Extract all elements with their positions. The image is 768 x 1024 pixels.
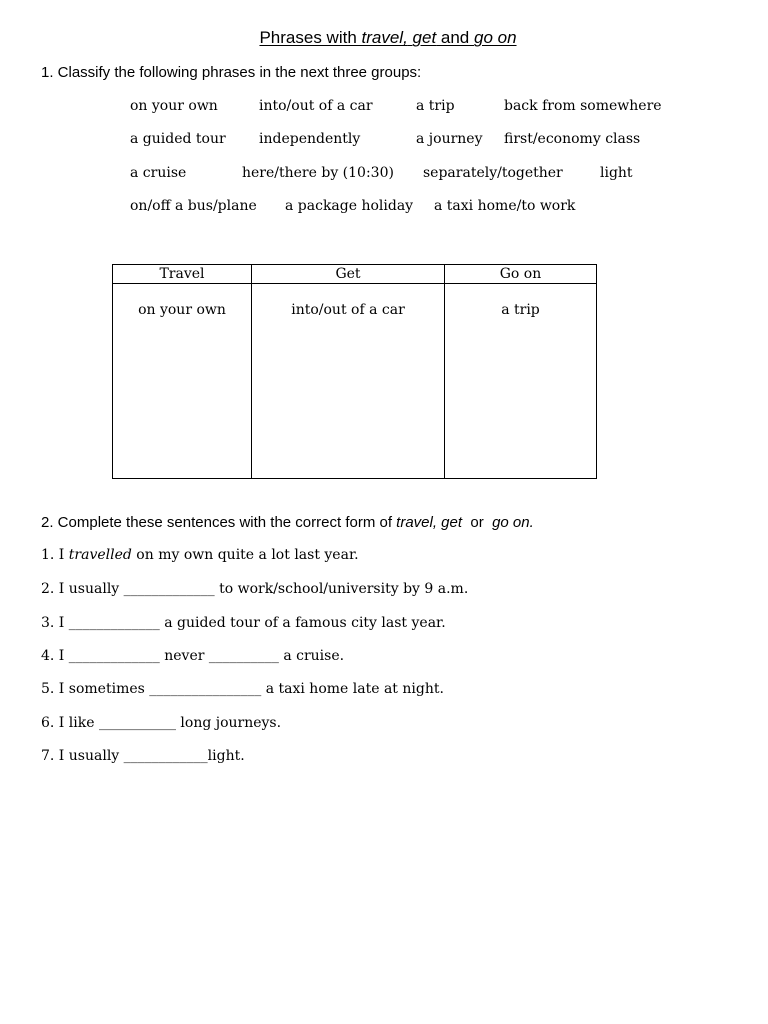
phrase-item: on your own <box>130 98 218 114</box>
phrase-item: first/economy class <box>504 131 641 147</box>
phrase-item: a package holiday <box>285 198 414 214</box>
phrase-item: on/off a bus/plane <box>130 198 257 214</box>
example-answer: travelled <box>68 547 132 563</box>
column-header-travel: Travel <box>159 266 205 282</box>
phrase-item: light <box>600 165 633 181</box>
title-word-go-on: go on <box>473 28 517 47</box>
phrase-item: independently <box>259 131 361 147</box>
section2-heading: 2. Complete these sentences with the correct form of travel, get or go on. <box>41 514 534 531</box>
phrase-item: separately/together <box>423 165 563 181</box>
table-cell: a trip <box>501 302 540 318</box>
phrase-item: here/there by (10:30) <box>242 165 394 181</box>
sentence-5: 5. I sometimes ________________ a taxi home late at night. <box>41 681 444 697</box>
table-cell: on your own <box>138 302 226 318</box>
sentence-4: 4. I _____________ never __________ a cruise. <box>41 648 345 664</box>
table-cell: into/out of a car <box>291 302 405 318</box>
phrase-item: a guided tour <box>130 131 226 147</box>
sentence-7: 7. I usually ____________light. <box>41 748 245 764</box>
phrase-item: a journey <box>416 131 483 147</box>
phrase-item: back from somewhere <box>504 98 662 114</box>
phrase-item: a trip <box>416 98 455 114</box>
section1-heading: 1. Classify the following phrases in the next three groups: <box>41 64 422 81</box>
table-header-divider <box>113 283 596 284</box>
title-word-travel: travel, <box>361 28 408 47</box>
table-divider <box>444 265 445 478</box>
column-header-go-on: Go on <box>499 266 542 282</box>
page-title: Phrases with travel, get and go on <box>259 28 517 47</box>
column-header-get: Get <box>335 266 361 282</box>
phrase-item: into/out of a car <box>259 98 373 114</box>
classification-table <box>112 264 597 479</box>
sentence-2: 2. I usually _____________ to work/school/university by 9 a.m. <box>41 581 469 597</box>
sentence-6: 6. I like ___________ long journeys. <box>41 715 282 731</box>
phrase-item: a cruise <box>130 165 187 181</box>
table-divider <box>251 265 252 478</box>
phrase-item: a taxi home/to work <box>434 198 576 214</box>
sentence-1: 1. I travelled on my own quite a lot last year. <box>41 547 359 563</box>
sentence-3: 3. I _____________ a guided tour of a famous city last year. <box>41 615 446 631</box>
title-word-get: get <box>412 28 437 47</box>
